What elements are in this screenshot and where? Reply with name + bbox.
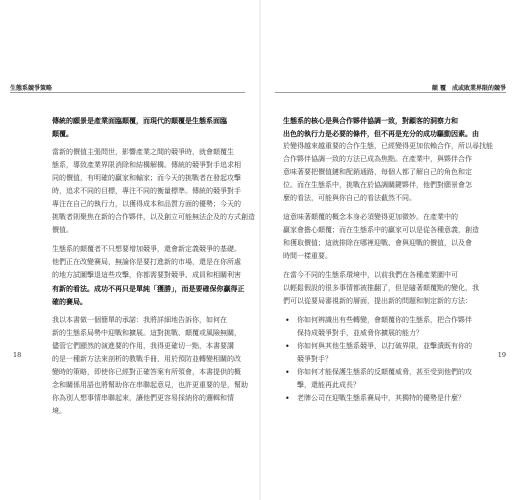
line-text: 位。而在生態系中，挑戰在於協調關鍵夥伴，他們對願景會怎 <box>283 181 472 189</box>
line-text: 新的生態系局勢中迎戰和擴展。這對挑戰、顛覆或風險無關， <box>52 329 241 337</box>
text-line <box>52 295 238 308</box>
line-text: 確的賽局。 <box>52 297 87 306</box>
text-line <box>52 114 238 127</box>
text-line <box>52 146 238 159</box>
bullet-icon: • <box>285 342 290 351</box>
text-line <box>52 282 245 295</box>
line-text: 專注在自己的執行力，以獲得成本和品質方面的優勢；今天的 <box>52 200 241 208</box>
line-text: 我以本書做一個簡單的承諾：我將詳細地告訴你，如何在 <box>52 316 227 324</box>
line-text: 顛覆。 <box>52 129 73 138</box>
text-line <box>52 379 248 392</box>
running-head-right: 顛 覆 成或敗業界限的競爭 <box>431 85 506 92</box>
line-text: 合作夥伴協調一致的方法已成為焦點。在產業中，與夥伴合作 <box>283 155 472 163</box>
text-line <box>52 327 241 340</box>
text-line <box>52 211 255 224</box>
text-line <box>52 256 241 269</box>
page-number-right: 19 <box>497 351 506 359</box>
line-text: 這意味著顛覆的概念本身必須變得更加微妙。在產業中的 <box>283 213 458 221</box>
line-text: 你如何才能保護生態系的反顛覆威脅，甚至受到他們的攻 <box>297 368 472 376</box>
line-text: 於變得越來越重要的合作生態，已經變得更加依賴合作，所以尋找能 <box>283 142 493 150</box>
line-text: 傳統的願景是產業面臨顛覆，而現代的顛覆是生態系面臨 <box>52 116 227 125</box>
text-line <box>52 159 241 172</box>
line-text: 贏家會擔心顛覆；而在生態系中的贏家可以是從各種意義，創造 <box>283 226 479 234</box>
header-rule-left <box>10 92 245 93</box>
question-line <box>283 392 471 405</box>
text-line <box>52 172 241 185</box>
line-text: 們可以從要局審視新的層面，提出新的問題和制定新的方法： <box>283 297 472 305</box>
question-line <box>283 340 471 353</box>
text-line <box>52 405 238 418</box>
text-line <box>52 127 238 140</box>
text-line <box>283 211 471 224</box>
text-line <box>52 243 241 256</box>
line-text: 生態系的核心是與合作夥伴協調一致，對顧客的洞察力和 <box>283 116 458 125</box>
line-text: 念和關係用語也將幫助你在串聯起意見，也許更重要的是，幫助 <box>52 381 248 389</box>
question-line <box>283 314 471 327</box>
line-text: 你如何與其他生態系競爭，以打破界限，並擊潰既有你的 <box>297 342 472 350</box>
line-text: 時間一樣重要。 <box>283 252 332 260</box>
line-text: 態系，導致產業界限消除和結構解構。傳統的競爭對手追求相 <box>52 161 241 169</box>
bullet-icon: • <box>285 316 290 325</box>
line-text: 挑戰者則聚焦在新的合作夥伴，以及創立可能無法企及的方式創造 <box>52 213 255 221</box>
line-text: 以輕鬆假設的很多事情都被推翻了，但是隨著顛覆點的變化，我 <box>283 284 479 292</box>
running-head-left: 生態系競爭策略 <box>10 85 53 92</box>
line-text: 有新的看法。成功不再只是單純「獲勝」，而是要確保你贏得正 <box>52 284 245 293</box>
line-text: 他們正在改變賽局，無論你是要打進新的市場，還是在你所處 <box>52 258 241 266</box>
bullet-icon: • <box>285 368 290 377</box>
line-text: 生態系的顛覆者不只想要增加競爭，還會新定義競爭的基礎。 <box>52 245 241 253</box>
line-text: 和獲取價值；這就排除在哪裡迎戰、會與迎戰的價值，以及會 <box>283 239 472 247</box>
line-text: 儘管它們顯然的演進要的作用，我得更確切一點，本書要講 <box>52 342 234 350</box>
line-text: 你如何辨識出有些轉變，會顛覆你的生態系，把合作夥伴 <box>297 316 472 324</box>
text-line <box>52 185 241 198</box>
text-line <box>52 224 238 237</box>
bullet-icon: • <box>285 394 290 403</box>
text-line <box>283 153 471 166</box>
text-line <box>283 237 471 250</box>
text-line <box>52 366 241 379</box>
text-line <box>283 127 479 140</box>
text-line <box>52 392 238 405</box>
question-line <box>283 366 471 379</box>
text-line <box>52 269 241 282</box>
line-text: 麼的看法，可能與你自己的看法截然不同。 <box>283 194 416 202</box>
left-page <box>0 0 259 500</box>
text-line <box>283 179 471 192</box>
line-text: 境。 <box>52 407 66 415</box>
text-line <box>283 282 479 295</box>
text-line <box>283 140 493 153</box>
question-line <box>283 379 471 392</box>
text-line <box>283 269 471 282</box>
line-text: 競爭對手？ <box>297 355 332 363</box>
text-line <box>283 295 471 308</box>
question-line <box>283 353 471 366</box>
text-line <box>283 114 471 127</box>
line-text: 的地方試圖擊退這些攻擊，你都需要對競爭、成員和相關利害 <box>52 271 241 279</box>
question-line <box>283 327 471 340</box>
left-page-body <box>52 114 255 418</box>
line-text: 在當今不同的生態系環境中，以前我們在各種產業圍中可 <box>283 271 458 279</box>
line-text: 出色的執行力是必要的條件，但不再是充分的成功驅動因素。由 <box>283 129 479 138</box>
right-page-body <box>283 114 493 405</box>
right-page <box>261 0 520 500</box>
text-line <box>283 250 471 263</box>
line-text: 意味著要把價值鏈和配銷通路，每個人都了解自己的角色和定 <box>283 168 472 176</box>
line-text: 同的價值，有明確的贏家和輸家；而今天的挑戰者在發起攻擊 <box>52 174 241 182</box>
line-text: 擊，還能再此成長？ <box>297 381 360 389</box>
line-text: 價值。 <box>52 226 73 234</box>
text-line <box>283 166 471 179</box>
text-line <box>283 224 479 237</box>
line-text: 保持成競爭對手，並威脅你擴展的能力？ <box>297 329 423 337</box>
text-line <box>52 353 241 366</box>
line-text: 的是一種新方法來剖析的教戰手冊，用於預防並轉變相關的改 <box>52 355 241 363</box>
page-number-left: 18 <box>13 351 22 359</box>
line-text: 變時的策略，即使你已經對正確答案有所領會，本書提供的概 <box>52 368 241 376</box>
text-line <box>52 340 238 353</box>
header-rule-right <box>275 92 506 93</box>
text-line <box>52 314 238 327</box>
line-text: 老牌公司在迎戰生態系賽局中，其獨特的優勢是什麼？ <box>297 394 465 402</box>
line-text: 時，追求不同的目標，專注不同的衡量標準。傳統的競爭對手 <box>52 187 241 195</box>
line-text: 當新的價值主張問世，影響產業之間的競爭時，就會顛覆生 <box>52 148 234 156</box>
line-text: 你為別人想事情串聯起來，讓他們更容易採納你的邏輯和情 <box>52 394 234 402</box>
text-line <box>283 192 471 205</box>
text-line <box>52 198 241 211</box>
